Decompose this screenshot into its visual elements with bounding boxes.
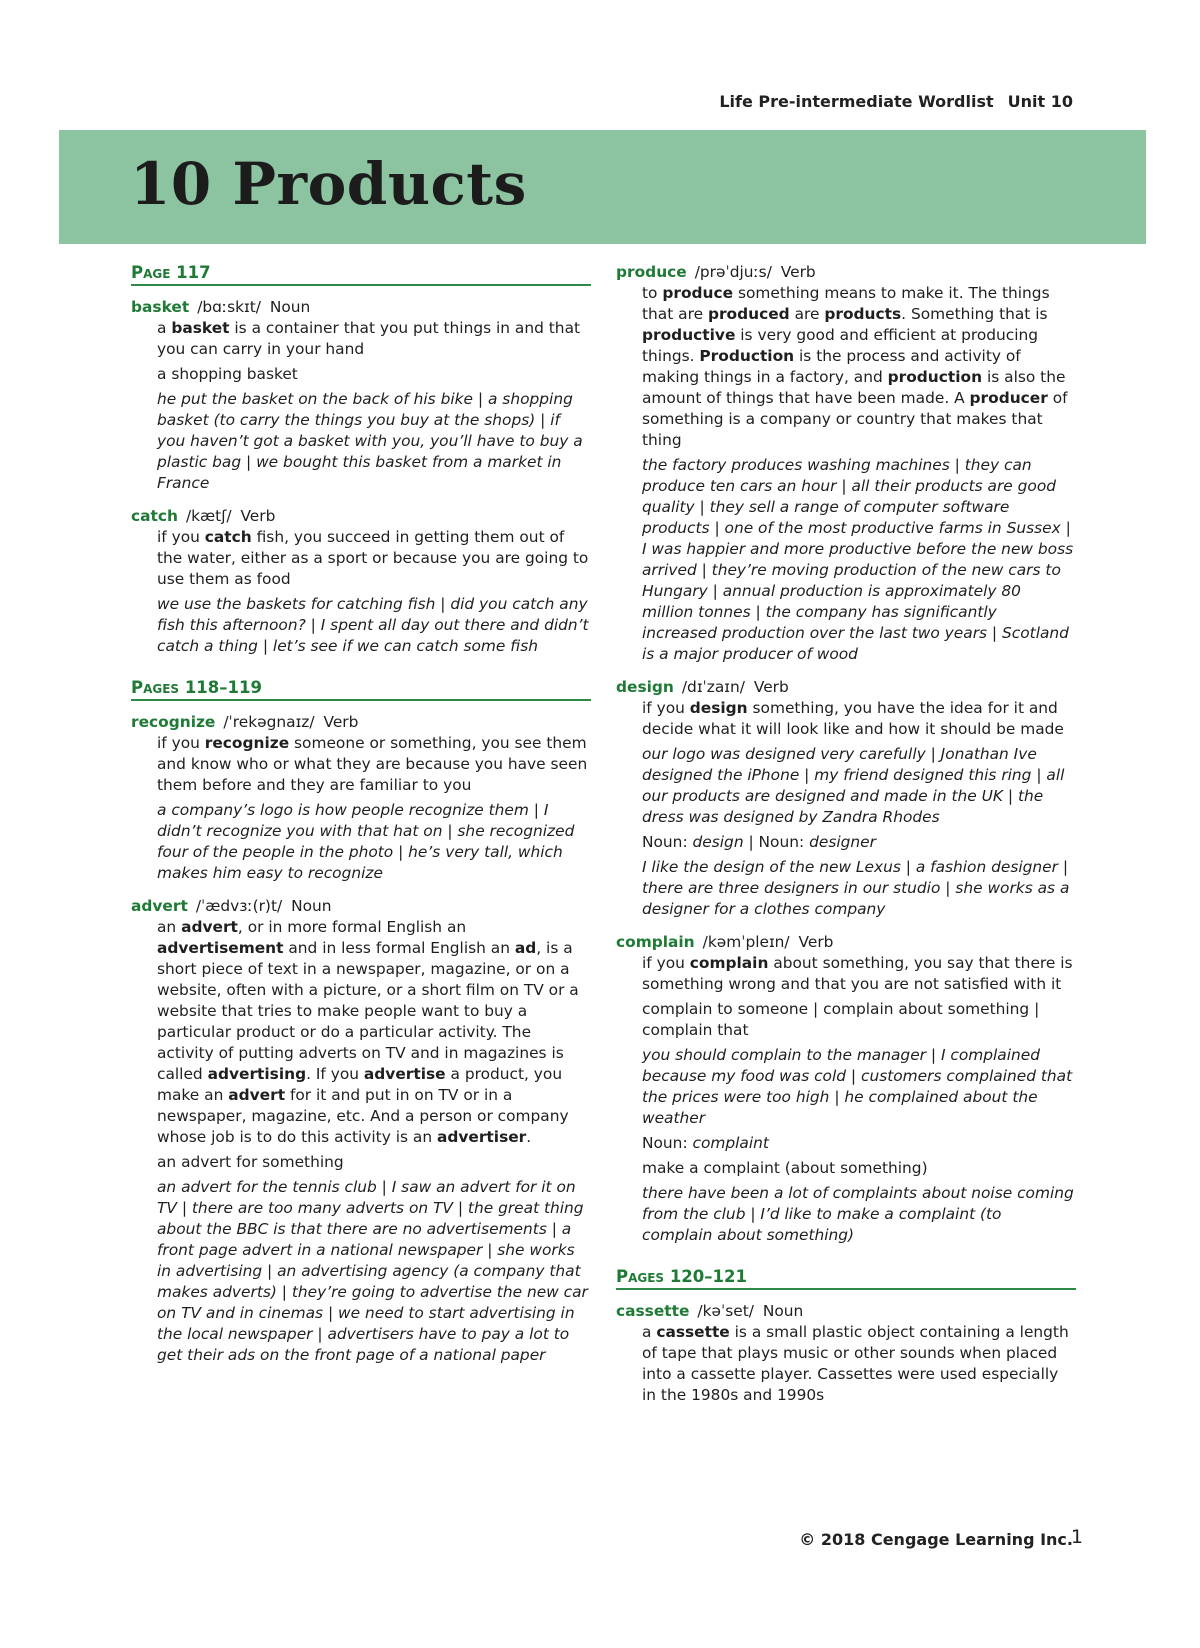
pronunciation: /ˈædvɜː(r)t/ bbox=[195, 897, 283, 915]
pronunciation: /kætʃ/ bbox=[185, 507, 232, 525]
collocation: an advert for something bbox=[157, 1153, 344, 1171]
section-heading-pages-120-121: Pages 120–121 bbox=[616, 1266, 1076, 1290]
part-of-speech: Verb bbox=[240, 507, 276, 525]
unit-label: Unit 10 bbox=[1007, 92, 1073, 111]
collocation: complain to someone | complain about something | complain that bbox=[642, 1000, 1040, 1039]
part-of-speech: Verb bbox=[780, 263, 816, 281]
entry-recognize bbox=[131, 712, 591, 884]
part-of-speech: Verb bbox=[753, 678, 789, 696]
part-of-speech: Noun bbox=[291, 897, 332, 915]
headword: catch bbox=[131, 507, 178, 525]
entry-design bbox=[616, 677, 1076, 920]
headword: recognize bbox=[131, 713, 216, 731]
related-noun: Noun: complaint bbox=[642, 1134, 769, 1152]
definition: an advert, or in more formal English an advertisement and in less formal English an ad, is a short piece of text in a newspaper, magazine, or on a website, often with a picture, or a short film on TV or a website that tries to make people want to buy a particular product or do a particular activity. The activity of putting adverts on TV and in magazines is called advertising. If you advertise a product, you make an advert for it and put in on TV or in a newspaper, magazine, etc. And a person or company whose job is to do this activity is an advertiser. bbox=[157, 918, 579, 1146]
running-head bbox=[719, 92, 1073, 111]
collocation-noun: make a complaint (about something) bbox=[642, 1159, 928, 1177]
definition: a basket is a container that you put things in and that you can carry in your hand bbox=[157, 319, 581, 358]
copyright: © 2018 Cengage Learning Inc. bbox=[799, 1530, 1073, 1549]
examples: the factory produces washing machines | they can produce ten cars an hour | all their products are good quality | they sell a range of computer software products | one of the most productive farms in Sussex | I was happier and more productive before the new boss arrived | they’re moving production of the new cars to Hungary | annual production is approximately 80 million tonnes | the company has significantly increased production over the last two years | Scotland is a major producer of wood bbox=[642, 456, 1074, 663]
part-of-speech: Verb bbox=[798, 933, 834, 951]
examples: a company’s logo is how people recognize them | I didn’t recognize you with that hat on | she recognized four of the people in the photo | he’s very tall, which makes him easy to recognize bbox=[157, 801, 575, 882]
collocation: a shopping basket bbox=[157, 365, 298, 383]
examples-nouns: I like the design of the new Lexus | a fashion designer | there are three designers in our studio | she works as a designer for a clothes company bbox=[642, 858, 1070, 918]
definition: if you design something, you have the idea for it and decide what it will look like and how it should be made bbox=[642, 699, 1064, 738]
pronunciation: /dɪˈzaɪn/ bbox=[681, 678, 745, 696]
headword: advert bbox=[131, 897, 188, 915]
right-column bbox=[616, 262, 1076, 1418]
headword: cassette bbox=[616, 1302, 690, 1320]
unit-banner bbox=[59, 130, 1146, 244]
pronunciation: /kəmˈpleɪn/ bbox=[702, 933, 790, 951]
examples: he put the basket on the back of his bike | a shopping basket (to carry the things you buy at the shops) | if you haven’t got a basket with you, you’ll have to buy a plastic bag | we bought this basket from a market in France bbox=[157, 390, 583, 492]
pronunciation: /kəˈset/ bbox=[697, 1302, 754, 1320]
headword: design bbox=[616, 678, 674, 696]
examples: you should complain to the manager | I complained because my food was cold | customers complained that the prices were too high | he complained about the weather bbox=[642, 1046, 1073, 1127]
headword: produce bbox=[616, 263, 687, 281]
examples-noun: there have been a lot of complaints about noise coming from the club | I’d like to make a complaint (to complain about something) bbox=[642, 1184, 1074, 1244]
examples: our logo was designed very carefully | Jonathan Ive designed the iPhone | my friend designed this ring | all our products are designed and made in the UK | the dress was designed by Zandra Rhodes bbox=[642, 745, 1065, 826]
unit-title: 10 Products bbox=[130, 150, 527, 218]
left-column bbox=[131, 262, 591, 1378]
entry-produce bbox=[616, 262, 1076, 665]
definition: if you complain about something, you say that there is something wrong and that you are not satisfied with it bbox=[642, 954, 1073, 993]
definition: a cassette is a small plastic object containing a length of tape that plays music or other sounds when placed into a cassette player. Cassettes were used especially in the 1980s and 1990s bbox=[642, 1323, 1069, 1404]
pronunciation: /ˈrekəgnaɪz/ bbox=[223, 713, 315, 731]
book-title: Life Pre-intermediate Wordlist bbox=[719, 92, 994, 111]
examples: we use the baskets for catching fish | did you catch any fish this afternoon? | I spent all day out there and didn’t catch a thing | let’s see if we can catch some fish bbox=[157, 595, 589, 655]
section-heading-page-117: Page 117 bbox=[131, 262, 591, 286]
definition: if you catch fish, you succeed in getting them out of the water, either as a sport or because you are going to use them as food bbox=[157, 528, 589, 588]
definition: if you recognize someone or something, you see them and know who or what they are because you have seen them before and they are familiar to you bbox=[157, 734, 588, 794]
headword: complain bbox=[616, 933, 695, 951]
page-number: 1 bbox=[1070, 1526, 1083, 1548]
entry-cassette bbox=[616, 1301, 1076, 1406]
related-nouns: Noun: design | Noun: designer bbox=[642, 833, 876, 851]
part-of-speech: Verb bbox=[323, 713, 359, 731]
entry-basket bbox=[131, 297, 591, 494]
entry-catch bbox=[131, 506, 591, 657]
headword: basket bbox=[131, 298, 190, 316]
entry-complain bbox=[616, 932, 1076, 1246]
entry-advert bbox=[131, 896, 591, 1366]
pronunciation: /prəˈdjuːs/ bbox=[694, 263, 772, 281]
pronunciation: /bɑːskɪt/ bbox=[197, 298, 261, 316]
part-of-speech: Noun bbox=[269, 298, 311, 316]
definition: to produce something means to make it. The things that are produced are products. Something that is productive is very good and efficient at producing things. Production is the process and activity of making things in a factory, and production is also the amount of things that have been made. A producer of something is a company or country that makes that thing bbox=[642, 284, 1068, 449]
part-of-speech: Noun bbox=[762, 1302, 804, 1320]
examples: an advert for the tennis club | I saw an advert for it on TV | there are too many adverts on TV | the great thing about the BBC is that there are no advertisements | a front page advert in a national newspaper | she works in advertising | an advertising agency (a company that makes adverts) | they’re going to advertise the new car on TV and in cinemas | we need to start advertising in the local newspaper | advertisers have to pay a lot to get their ads on the front page of a national paper bbox=[157, 1178, 588, 1364]
section-heading-pages-118-119: Pages 118–119 bbox=[131, 677, 591, 701]
